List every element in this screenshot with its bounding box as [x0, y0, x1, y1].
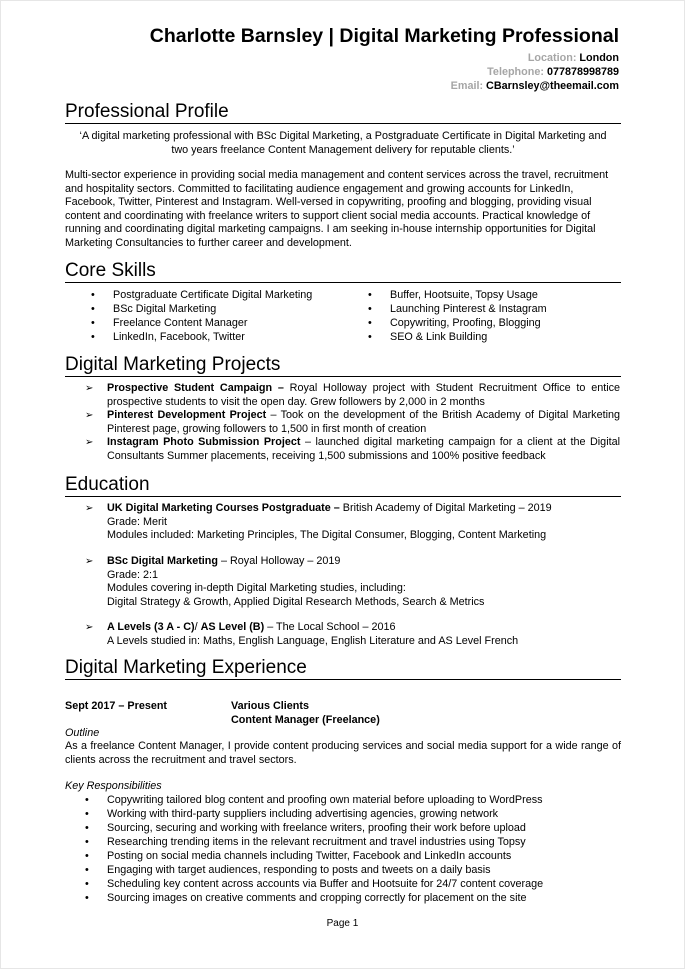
location-label: Location: — [527, 52, 577, 64]
project-item: ➢ Instagram Photo Submission Project – launched digital marketing campaign for a client at the Digital Consultants Summer placements, receiving 1,500 submissions and 100% positive feedback — [85, 436, 620, 462]
skills-heading: Core Skills — [65, 260, 621, 283]
education-modules-detail: Digital Strategy & Growth, Applied Digital Research Methods, Search & Metrics — [107, 595, 485, 608]
bullet-icon: • — [91, 289, 95, 301]
arrow-bullet-icon: ➢ — [85, 383, 94, 394]
experience-employer: Various Clients — [231, 700, 310, 712]
responsibility-item: • Sourcing, securing and working with freelance writers, proofing their work before upload — [85, 822, 526, 834]
education-title: UK Digital Marketing Courses Postgraduate – — [107, 502, 340, 514]
bullet-icon: • — [368, 317, 372, 329]
education-modules: Modules covering in-depth Digital Marketing studies, including: — [107, 582, 406, 595]
skill-item: • Launching Pinterest & Instagram — [368, 303, 547, 315]
project-item: ➢ Pinterest Development Project – Took on the development of the British Academy of Digital Marketing Pinterest page, growing followers to 1,500 in first month of creation — [85, 409, 620, 435]
skill-item: • Freelance Content Manager — [91, 317, 248, 329]
bullet-icon: • — [85, 808, 89, 820]
telephone-label: Telephone: — [487, 66, 544, 78]
bullet-icon: • — [368, 289, 372, 301]
projects-heading: Digital Marketing Projects — [65, 354, 621, 377]
responsibility-item: • Copywriting tailored blog content and proofing own material before uploading to WordPress — [85, 794, 543, 806]
responsibility-item: • Engaging with target audiences, responding to posts and tweets on a daily basis — [85, 864, 491, 876]
education-item: ➢ UK Digital Marketing Courses Postgraduate – British Academy of Digital Marketing – 2019 Grade: Merit Modules included: Marketing Principles, The Digital Consumer, Blogging, Content Marketing — [107, 502, 620, 543]
bullet-icon: • — [91, 317, 95, 329]
skill-item: • Copywriting, Proofing, Blogging — [368, 317, 541, 329]
education-title: A Levels (3 A - C) — [107, 621, 195, 633]
email-value[interactable]: CBarnsley@theemail.com — [486, 80, 619, 92]
skill-item: • SEO & Link Building — [368, 331, 488, 343]
responsibilities-list — [85, 794, 544, 906]
skill-item: • Buffer, Hootsuite, Topsy Usage — [368, 289, 538, 301]
skill-item: • BSc Digital Marketing — [91, 303, 217, 315]
responsibility-item: • Researching trending items in the relevant recruitment and travel industries using Topsy — [85, 836, 526, 848]
outline-label: Outline — [65, 727, 100, 739]
education-heading: Education — [65, 474, 621, 497]
profile-heading: Professional Profile — [65, 101, 621, 124]
education-grade: Grade: Merit — [107, 515, 167, 528]
education-modules: Modules included: Marketing Principles, The Digital Consumer, Blogging, Content Marketing — [107, 529, 547, 542]
arrow-bullet-icon: ➢ — [85, 503, 94, 514]
bullet-icon: • — [368, 331, 372, 343]
experience-heading: Digital Marketing Experience — [65, 657, 621, 680]
telephone-value: 077878998789 — [546, 66, 619, 78]
skill-item: • Postgraduate Certificate Digital Marketing — [91, 289, 313, 301]
responsibility-item: • Sourcing images on creative comments and cropping correctly for placement on the site — [85, 892, 527, 904]
responsibility-item: • Scheduling key content across accounts via Buffer and Hootsuite for 24/7 content coverage — [85, 878, 544, 890]
bullet-icon: • — [85, 892, 89, 904]
bullet-icon: • — [85, 836, 89, 848]
location-value: London — [579, 52, 619, 64]
location-line — [451, 51, 619, 65]
responsibilities-label: Key Responsibilities — [65, 780, 162, 792]
name-title: Charlotte Barnsley | Digital Marketing Professional — [149, 25, 619, 47]
arrow-bullet-icon: ➢ — [85, 556, 94, 567]
bullet-icon: • — [91, 303, 95, 315]
experience-date: Sept 2017 – Present — [65, 700, 168, 712]
responsibility-item: • Posting on social media channels including Twitter, Facebook and LinkedIn accounts — [85, 850, 512, 862]
education-title: BSc Digital Marketing — [107, 555, 218, 567]
arrow-bullet-icon: ➢ — [85, 410, 94, 422]
outline-text: As a freelance Content Manager, I provide content producing services and social media support for a wide range of clients across the recruitment and travel sectors. — [65, 740, 621, 766]
education-item: ➢ BSc Digital Marketing – Royal Holloway – 2019 Grade: 2:1 Modules covering in-depth Digital Marketing studies, including: Digital Strategy & Growth, Applied Digital Research Methods, Search & Metrics — [107, 555, 620, 609]
arrow-bullet-icon: ➢ — [85, 622, 94, 633]
skill-item: • LinkedIn, Facebook, Twitter — [91, 331, 245, 343]
profile-body: Multi-sector experience in providing social media management and content services across the travel, recruitment and hospitality sectors. Committed to facilitating audience engagement and growing accounts for LinkedIn, Facebook, Twitter, Pinterest and Instagram. Well-versed in copywriting, proofing and blogging, providing visual content and coordinating with freelance writers to support client social media accounts. Practical knowledge of running and coordinating digital marketing campaigns. I am seeking in-house internship opportunities for Digital Marketing Consultancies to further career and development. — [65, 169, 609, 249]
profile-quote: ‘A digital marketing professional with BSc Digital Marketing, a Postgraduate Certificate in Digital Marketing and two years freelance Content Management delivery for reputable clients.’ — [79, 130, 607, 156]
experience-role: Content Manager (Freelance) — [231, 714, 380, 726]
bullet-icon: • — [85, 794, 89, 806]
skills-list-right — [368, 289, 547, 345]
project-item: ➢ Prospective Student Campaign – Royal Holloway project with Student Recruitment Office to entice prospective students to visit the open day. Grew followers by 2,000 in 2 months — [85, 382, 621, 408]
bullet-icon: • — [91, 331, 95, 343]
education-grade: Grade: 2:1 — [107, 568, 159, 581]
skills-list-left — [91, 289, 313, 345]
projects-list — [85, 382, 621, 464]
education-item: ➢ A Levels (3 A - C)/ AS Level (B) – The Local School – 2016 A Levels studied in: Maths, English Language, English Literature and AS Level French — [107, 621, 620, 648]
responsibility-item: • Working with third-party suppliers including advertising agencies, growing network — [85, 808, 499, 820]
email-line — [451, 79, 619, 93]
bullet-icon: • — [368, 303, 372, 315]
bullet-icon: • — [85, 850, 89, 862]
bullet-icon: • — [85, 878, 89, 890]
bullet-icon: • — [85, 864, 89, 876]
education-subjects: A Levels studied in: Maths, English Language, English Literature and AS Level French — [107, 634, 519, 647]
bullet-icon: • — [85, 822, 89, 834]
telephone-line — [451, 65, 619, 79]
arrow-bullet-icon: ➢ — [85, 437, 94, 449]
email-label: Email: — [450, 80, 484, 92]
page-number: Page 1 — [326, 918, 359, 929]
contact-block — [451, 51, 619, 93]
